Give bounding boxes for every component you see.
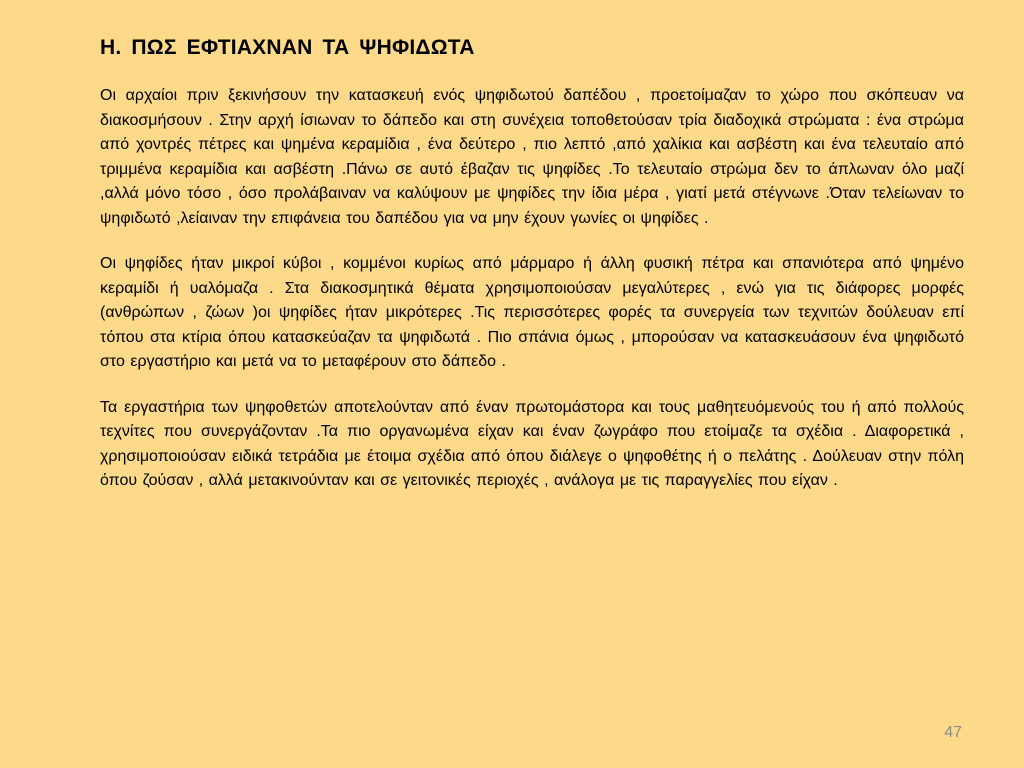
slide-content — [100, 36, 964, 515]
paragraph-floor-preparation: Οι αρχαίοι πριν ξεκινήσουν την κατασκευή ενός ψηφιδωτού δαπέδου , προετοίμαζαν το χώρο που σκόπευαν να διακοσμήσουν . Στην αρχή ίσιωναν το δάπεδο και στη συνέχεια τοποθετούσαν τρία διαδοχικά στρώματα : ένα στρώμα από χοντρές πέτρες και ψημένα κεραμίδια , ένα δεύτερο , πιο λεπτό ,από χαλίκια και ασβέστη και ένα τελευταίο από τριμμένα κεραμίδια και ασβέστη .Πάνω σε αυτό έβαζαν τις ψηφίδες .Το τελευταίο στρώμα δεν το άπλωναν όλο μαζί ,αλλά μόνο τόσο , όσο προλάβαιναν να καλύψουν με ψηφίδες την ίδια μέρα , γιατί μετά στέγνωνε .Όταν τελείωναν το ψηφιδωτό ,λείαιναν την επιφάνεια του δαπέδου για να μην έχουν γωνίες οι ψηφίδες . — [100, 87, 964, 227]
paragraph-tesserae: Οι ψηφίδες ήταν μικροί κύβοι , κομμένοι κυρίως από μάρμαρο ή άλλη φυσική πέτρα και σπανιότερα από ψημένο κεραμίδι ή υαλόμαζα . Στα διακοσμητικά θέματα χρησιμοποιούσαν μεγαλύτερες , ενώ για τις διάφορες μορφές (ανθρώπων , ζώων )οι ψηφίδες ήταν μικρότερες .Τις περισσότερες φορές τα συνεργεία των τεχνιτών δούλευαν επί τόπου στα κτίρια όπου κατασκεύαζαν τα ψηφιδωτά . Πιο σπάνια όμως , μπορούσαν να κατασκευάσουν ένα ψηφιδωτό στο εργαστήριο και μετά να το μεταφέρουν στο δάπεδο . — [100, 255, 964, 370]
slide-title: Η. ΠΩΣ ΕΦΤΙΑΧΝΑΝ ΤΑ ΨΗΦΙΔΩΤΑ — [100, 36, 475, 59]
slide-page-number: 47 — [944, 724, 962, 741]
paragraph-workshops: Τα εργαστήρια των ψηφοθετών αποτελούνταν από έναν πρωτομάστορα και τους μαθητευόμενούς του ή από πολλούς τεχνίτες που συνεργάζονταν .Τα πιο οργανωμένα είχαν και έναν ζωγράφο που ετοίμαζε τα σχέδια . Διαφορετικά , χρησιμοποιούσαν ειδικά τετράδια με έτοιμα σχέδια από όπου διάλεγε ο ψηφοθέτης ή ο πελάτης . Δούλευαν στην πόλη όπου ζούσαν , αλλά μετακινούνταν και σε γειτονικές περιοχές , ανάλογα με τις παραγγελίες που είχαν . — [100, 398, 964, 489]
